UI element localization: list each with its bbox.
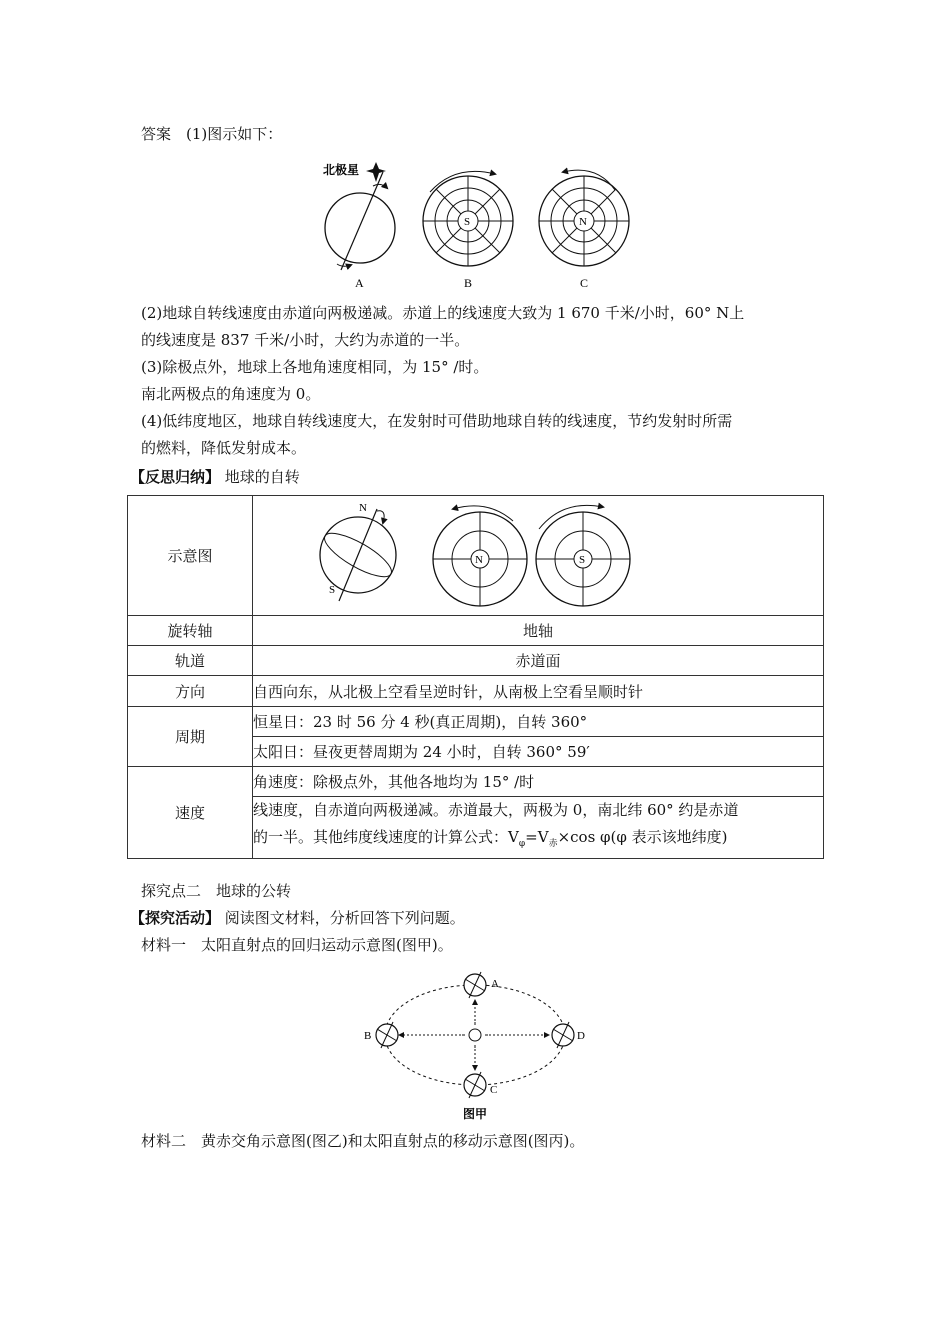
table-row [128, 707, 824, 737]
speed-linear-line1: 线速度，自赤道向两极递减。赤道最大，两极为 0，南北纬 60° 约是赤道 [253, 801, 739, 819]
label-s: S [464, 216, 471, 228]
speed-linear-line2: 的一半。其他纬度线速度的计算公式：V [253, 828, 519, 846]
reflection-pole-n: N [475, 553, 483, 566]
reflection-figure [263, 497, 823, 615]
speed-eq: =V [525, 828, 549, 846]
label-a: A [355, 276, 364, 290]
table-row [128, 496, 824, 616]
speed-sub-phi: φ [518, 839, 526, 849]
orbit-label: 轨道 [128, 646, 253, 676]
answer-p3-line2: 南北两极点的角速度为 0。 [141, 385, 321, 403]
orbit-value: 赤道面 [253, 646, 824, 676]
speed-tail: ×cos φ(φ 表示该地纬度) [557, 828, 728, 846]
tilted-globe-diagram [319, 502, 397, 601]
revolution-figure [360, 965, 595, 1125]
orbit-label-b: B [364, 1030, 372, 1042]
figure-caption: 图甲 [463, 1107, 488, 1121]
reflection-heading [130, 467, 300, 487]
table-row [128, 646, 824, 676]
south-pole-diagram [423, 171, 513, 290]
speed-label: 速度 [128, 767, 253, 859]
earth-a-icon [464, 972, 486, 998]
orbit-label-a: A [491, 978, 499, 990]
reflection-label-n: N [359, 501, 367, 514]
axis-value: 地轴 [253, 616, 824, 646]
reflection-label-s: S [329, 583, 336, 596]
table-row [128, 676, 824, 707]
orbit-label-d: D [577, 1030, 585, 1042]
reflection-title: 地球的自转 [224, 468, 300, 486]
earth-d-icon [552, 1022, 574, 1048]
rotation-summary-table [127, 495, 824, 859]
earth-b-icon [376, 1022, 398, 1048]
answer-p2-line1: (2)地球自转线速度由赤道向两极递减。赤道上的线速度大致为 1 670 千米/小时，60° N上 [141, 304, 745, 322]
north-pole-diagram [539, 170, 629, 290]
section2-heading: 探究点二 地球的公转 [141, 882, 292, 900]
north-star-label: 北极星 [323, 163, 360, 177]
answer-heading: 答案 (1)图示如下： [141, 125, 283, 143]
period-label: 周期 [128, 707, 253, 767]
material2: 材料二 黄赤交角示意图(图乙)和太阳直射点的移动示意图(图丙)。 [141, 1132, 585, 1150]
sun-icon [462, 1022, 488, 1048]
activity-line [130, 908, 465, 928]
earth-c-icon [464, 1072, 486, 1098]
direction-value: 自西向东，从北极上空看呈逆时针，从南极上空看呈顺时针 [253, 676, 824, 707]
orbit-label-c: C [490, 1084, 498, 1096]
label-c: C [580, 276, 589, 290]
period-sidereal: 恒星日：23 时 56 分 4 秒(真正周期)，自转 360° [253, 707, 824, 737]
answer-p4-line2: 的燃料，降低发射成本。 [141, 439, 307, 457]
reflection-pole-s: S [579, 553, 586, 566]
label-b: B [464, 276, 473, 290]
answer-p3-line1: (3)除极点外，地球上各地角速度相同，为 15° /时。 [141, 358, 489, 376]
activity-text: 阅读图文材料，分析回答下列问题。 [224, 909, 465, 927]
speed-linear [253, 797, 824, 859]
globe-a-diagram [323, 162, 395, 290]
diagram-label: 示意图 [128, 496, 253, 616]
diagram-cell [253, 496, 824, 616]
answer-p4-line1: (4)低纬度地区，地球自转线速度大，在发射时可借助地球自转的线速度，节约发射时所需 [141, 412, 733, 430]
label-n: N [579, 216, 587, 228]
rotation-figure [315, 152, 635, 294]
period-solar: 太阳日：昼夜更替周期为 24 小时，自转 360° 59′ [253, 737, 824, 767]
table-row [128, 767, 824, 797]
speed-sub-chi: 赤 [548, 839, 558, 849]
speed-angular: 角速度：除极点外，其他各地均为 15° /时 [253, 767, 824, 797]
material1: 材料一 太阳直射点的回归运动示意图(图甲)。 [141, 936, 453, 954]
south-pole-view-diagram [536, 505, 630, 606]
axis-label: 旋转轴 [128, 616, 253, 646]
reflection-tag: 【反思归纳】 [130, 468, 221, 486]
activity-tag: 【探究活动】 [130, 909, 221, 927]
north-pole-view-diagram [433, 505, 527, 605]
answer-p2-line2: 的线速度是 837 千米/小时，大约为赤道的一半。 [141, 331, 470, 349]
direction-label: 方向 [128, 676, 253, 707]
table-row [128, 616, 824, 646]
